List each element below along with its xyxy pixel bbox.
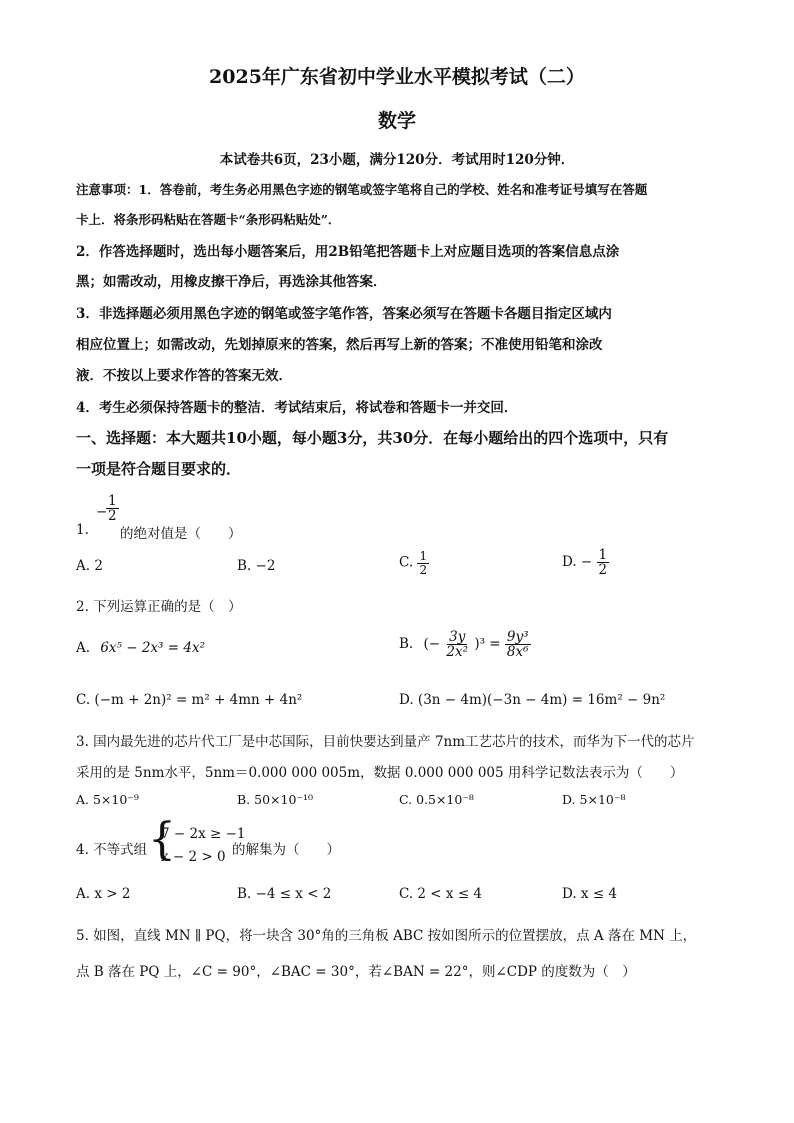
notice-1-line-2: 卡上．将条形码粘贴在答题卡“条形码粘贴处”． <box>76 212 341 227</box>
section-1-heading-line-2: 一项是符合题目要求的． <box>76 460 242 478</box>
question-4-option-b[interactable]: B. −4 ≤ x < 2 <box>237 886 332 902</box>
question-1-text: 的绝对值是（ ） <box>120 526 242 542</box>
question-4-suffix: 的解集为（ ） <box>232 842 340 858</box>
question-4-inequality-1: 7 − 2x ≥ −1 <box>161 826 246 842</box>
option-b-fraction-2: $\frac{\text{9y³}}{\text{8x⁶}}$ <box>506 629 529 661</box>
question-2-stem: 2. 下列运算正确的是（ ） <box>76 599 242 615</box>
question-3-option-d[interactable]: D. 5×10⁻⁸ <box>562 792 626 807</box>
question-2-option-b[interactable]: B. (− $\frac{3y}{\text{2x²}}$ )³ = $\frac{\text{9y³}}{\text{8x⁶}}$ <box>399 629 529 661</box>
exam-subject: 数学 <box>377 110 416 132</box>
question-4-option-a[interactable]: A. x > 2 <box>76 886 131 902</box>
notice-2-line-1: 2．作答选择题时，选出每小题答案后，用2B铅笔把答题卡上对应题目选项的答案信息点涂 <box>76 244 620 260</box>
question-1-option-b[interactable]: B. −2 <box>237 558 276 574</box>
notice-3-line-1: 3．非选择题必须用黑色字迹的钢笔或签字笔作答，答案必须写在答题卡各题目指定区域内 <box>76 306 612 322</box>
question-3-line-2: 采用的是 5nm水平，5nm＝0.000 000 005m，数据 0.000 000 005 用科学记数法表示为（ ） <box>76 765 684 781</box>
question-1-option-a[interactable]: A. 2 <box>76 558 103 574</box>
question-4-prefix: 4. 不等式组 <box>76 842 148 858</box>
section-1-heading-line-1: 一、选择题：本大题共10小题，每小题3分，共30分．在每小题给出的四个选项中，只有 <box>76 429 669 447</box>
exam-title: 2025年广东省初中学业水平模拟考试（二） <box>209 66 585 88</box>
notice-4: 4．考生必须保持答题卡的整洁．考试结束后，将试卷和答题卡一并交回． <box>76 400 518 416</box>
question-1-number: 1. <box>76 522 89 538</box>
question-4-option-c[interactable]: C. 2 < x ≤ 4 <box>399 886 483 902</box>
question-5-line-2: 点 B 落在 PQ 上，∠C = 90°，∠BAC = 30°，若∠BAN = 22°，则∠CDP 的度数为（ ） <box>76 964 636 980</box>
option-c-fraction: $\frac{1}{2}$ <box>419 549 428 577</box>
question-1-sign: − <box>96 504 108 520</box>
option-b-fraction-1: $\frac{3y}{\text{2x²}}$ <box>446 629 469 661</box>
question-1-option-d[interactable]: D. − $\frac{1}{2}$ <box>562 547 608 579</box>
notice-3-line-3: 液．不按以上要求作答的答案无效． <box>76 368 292 384</box>
notice-2-line-2: 黑；如需改动，用橡皮擦干净后，再选涂其他答案． <box>76 274 387 290</box>
question-4-inequality-2: x − 2 > 0 <box>161 849 226 865</box>
question-1-option-c[interactable]: C. $\frac{1}{2}$ <box>399 549 428 577</box>
option-d-fraction: $\frac{1}{2}$ <box>598 547 608 579</box>
exam-meta: 本试卷共6页，23小题，满分120分．考试用时120分钟． <box>219 152 575 168</box>
question-3-option-a[interactable]: A. 5×10⁻⁹ <box>76 792 139 807</box>
question-3-option-b[interactable]: B. 50×10⁻¹⁰ <box>237 792 314 807</box>
question-2-option-d[interactable]: D. (3n − 4m)(−3n − 4m) = 16m² − 9n² <box>399 692 666 708</box>
question-2-option-c[interactable]: C. (−m + 2n)² = m² + 4mn + 4n² <box>76 692 303 708</box>
question-3-option-c[interactable]: C. 0.5×10⁻⁸ <box>399 792 474 807</box>
question-1-fraction: $\frac{1}{2}$ <box>108 493 117 525</box>
question-5-line-1: 5. 如图，直线 MN ∥ PQ，将一块含 30°角的三角板 ABC 按如图所示的位置摆放，点 A 落在 MN 上， <box>76 928 697 944</box>
question-2-option-a[interactable]: A. 6x⁵ − 2x³ = 4x² <box>76 640 205 656</box>
notice-1-line-1: 注意事项：1．答卷前，考生务必用黑色字迹的钢笔或签字笔将自己的学校、姓名和准考证号填写在答题 <box>76 182 648 197</box>
system-brace: { <box>148 814 176 865</box>
question-3-line-1: 3. 国内最先进的芯片代工厂是中芯国际，目前快要达到量产 7nm工艺芯片的技术，而华为下一代的芯片 <box>76 734 695 750</box>
question-4-option-d[interactable]: D. x ≤ 4 <box>562 886 618 902</box>
notice-3-line-2: 相应位置上；如需改动，先划掉原来的答案，然后再写上新的答案；不准使用铅笔和涂改 <box>76 337 603 353</box>
